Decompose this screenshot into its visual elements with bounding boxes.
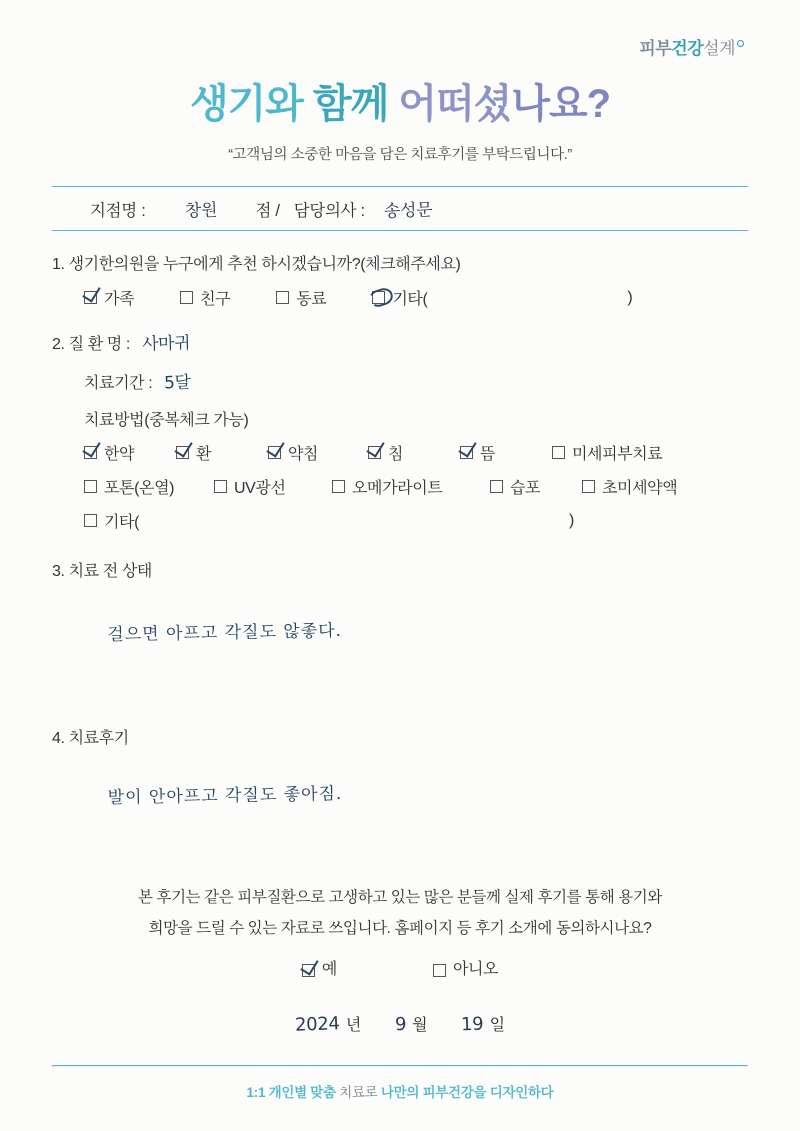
method-pill[interactable] <box>176 441 268 464</box>
option-label: 가족 <box>104 291 135 308</box>
consent-section <box>52 882 748 986</box>
method-acupuncture[interactable] <box>368 441 460 464</box>
method-label: 침 <box>388 446 404 463</box>
checkbox-icon[interactable] <box>302 964 315 977</box>
method-compress[interactable] <box>490 475 582 498</box>
checkbox-icon[interactable] <box>582 480 595 493</box>
branch-value[interactable]: 창원 <box>184 200 218 222</box>
treatment-period-row <box>52 368 748 393</box>
checkbox-icon[interactable] <box>372 291 385 304</box>
option-friend[interactable] <box>180 286 230 309</box>
date-row <box>52 1012 748 1035</box>
option-etc[interactable] <box>372 286 632 309</box>
treatment-method-label: 치료방법(중복체크 가능) <box>84 412 249 429</box>
question-2-label: 2. 질 환 명 : <box>52 336 130 353</box>
date-day-unit: 일 <box>489 1017 505 1034</box>
divider-footer <box>52 1065 748 1067</box>
consent-option-yes[interactable] <box>302 954 337 986</box>
doctor-value[interactable]: 송성문 <box>383 200 433 222</box>
method-label: 약침 <box>288 446 319 463</box>
treatment-period-value[interactable]: 5달 <box>164 372 192 394</box>
question-4-answer[interactable]: 발이 안아프고 각질도 좋아짐. <box>107 784 343 809</box>
checkbox-icon[interactable] <box>84 480 97 493</box>
branch-section <box>52 186 748 231</box>
divider-bottom <box>52 230 748 231</box>
date-year-unit: 년 <box>345 1017 361 1034</box>
consent-option-no[interactable] <box>433 954 498 986</box>
method-uv-light[interactable] <box>214 475 332 498</box>
page-subtitle: “고객님의 소중한 마음을 담은 치료후기를 부탁드립니다.” <box>228 147 572 163</box>
page-title <box>52 0 748 129</box>
date-year-value[interactable]: 2024 <box>294 1013 341 1036</box>
method-label: 환 <box>196 446 212 463</box>
checkbox-icon[interactable] <box>490 480 503 493</box>
method-ultra-fine-solution[interactable] <box>582 475 677 498</box>
method-moxibustion[interactable] <box>460 441 552 464</box>
checkbox-icon[interactable] <box>84 514 97 527</box>
consent-options <box>88 954 712 986</box>
checkbox-icon[interactable] <box>433 964 446 977</box>
checkbox-icon[interactable] <box>332 480 345 493</box>
footer-part-2: 치료로 <box>335 1085 381 1100</box>
checkbox-icon[interactable] <box>460 446 473 459</box>
date-month-value[interactable]: 9 <box>394 1013 407 1036</box>
checkbox-icon[interactable] <box>84 446 97 459</box>
brand-part-1: 피부 <box>639 39 672 58</box>
title-word-2: 함께 <box>313 82 389 126</box>
checkbox-icon[interactable] <box>176 446 189 459</box>
option-label: 기타( <box>392 291 428 308</box>
method-label: 한약 <box>104 446 135 463</box>
method-label: 미세피부치료 <box>572 446 663 463</box>
method-photon[interactable] <box>84 475 214 498</box>
disease-value[interactable]: 사마귀 <box>141 333 191 355</box>
title-word-3: 어떠셨 <box>398 82 512 126</box>
checkbox-icon[interactable] <box>552 446 565 459</box>
question-3-heading: 3. 치료 전 상태 <box>52 563 152 580</box>
option-colleague[interactable] <box>276 286 326 309</box>
title-word-1: 생기와 <box>189 82 303 126</box>
treatment-methods-row-3 <box>52 509 748 532</box>
treatment-period-label: 치료기간 : <box>84 375 153 392</box>
method-label: 기타( <box>104 514 140 531</box>
checkbox-icon[interactable] <box>368 446 381 459</box>
method-etc[interactable] <box>84 509 574 532</box>
method-omega-light[interactable] <box>332 475 490 498</box>
method-pharmacopuncture[interactable] <box>268 441 368 464</box>
doctor-label: 담당의사 : <box>293 201 365 220</box>
etc-close-paren: ) <box>627 288 633 306</box>
checkbox-icon[interactable] <box>268 446 281 459</box>
treatment-methods-row-1 <box>52 441 748 464</box>
method-label: 습포 <box>510 480 541 497</box>
question-4-heading: 4. 치료후기 <box>52 730 129 747</box>
question-1 <box>52 251 748 309</box>
option-label: 동료 <box>296 291 327 308</box>
title-word-4: 나요? <box>511 82 611 126</box>
method-label: 뜸 <box>480 446 496 463</box>
date-day-value[interactable]: 19 <box>460 1013 484 1036</box>
question-1-options <box>52 286 748 309</box>
date-month-unit: 월 <box>412 1017 428 1034</box>
method-label: 포톤(온열) <box>104 480 175 497</box>
method-label: UV광선 <box>234 480 286 497</box>
branch-label: 지점명 : <box>90 201 146 220</box>
checkbox-icon[interactable] <box>214 480 227 493</box>
method-label: 초미세약액 <box>602 480 678 497</box>
question-2-heading <box>52 329 748 354</box>
treatment-methods-row-2 <box>52 475 748 498</box>
branch-suffix: 점 / <box>255 201 280 220</box>
brand-part-2: 건강 <box>671 39 704 58</box>
method-micro-skin-treatment[interactable] <box>552 441 662 464</box>
option-label: 예 <box>321 961 337 978</box>
brand-dot-icon <box>737 40 744 47</box>
consent-line-2: 희망을 드릴 수 있는 자료로 쓰입니다. 홈페이지 등 후기 소개에 동의하시나요? <box>148 920 652 937</box>
method-herbal-medicine[interactable] <box>84 441 176 464</box>
checkbox-icon[interactable] <box>180 291 193 304</box>
question-3-answer[interactable]: 걸으면 아프고 각질도 않좋다. <box>107 621 343 646</box>
footer-part-3: 나만의 피부건강을 디자인하다 <box>380 1085 554 1100</box>
question-4 <box>52 725 748 848</box>
option-family[interactable] <box>84 286 134 309</box>
question-3 <box>52 558 748 725</box>
checkbox-icon[interactable] <box>84 291 97 304</box>
question-1-heading: 1. 생기한의원을 누구에게 추천 하시겠습니까?(체크해주세요) <box>52 256 461 273</box>
option-label: 친구 <box>200 291 231 308</box>
checkbox-icon[interactable] <box>276 291 289 304</box>
question-2 <box>52 329 748 532</box>
consent-line-1: 본 후기는 같은 피부질환으로 고생하고 있는 많은 분들께 실제 후기를 통해 용기와 <box>138 889 662 906</box>
brand-logo <box>639 34 744 59</box>
option-label: 아니오 <box>452 961 499 978</box>
branch-row <box>52 187 748 230</box>
footer-slogan <box>52 1081 748 1101</box>
method-label: 오메가라이트 <box>352 480 443 497</box>
method-etc-close-paren: ) <box>569 511 574 529</box>
footer-part-1: 1:1 개인별 맞춤 <box>246 1085 336 1100</box>
brand-part-3: 설계 <box>703 39 735 58</box>
